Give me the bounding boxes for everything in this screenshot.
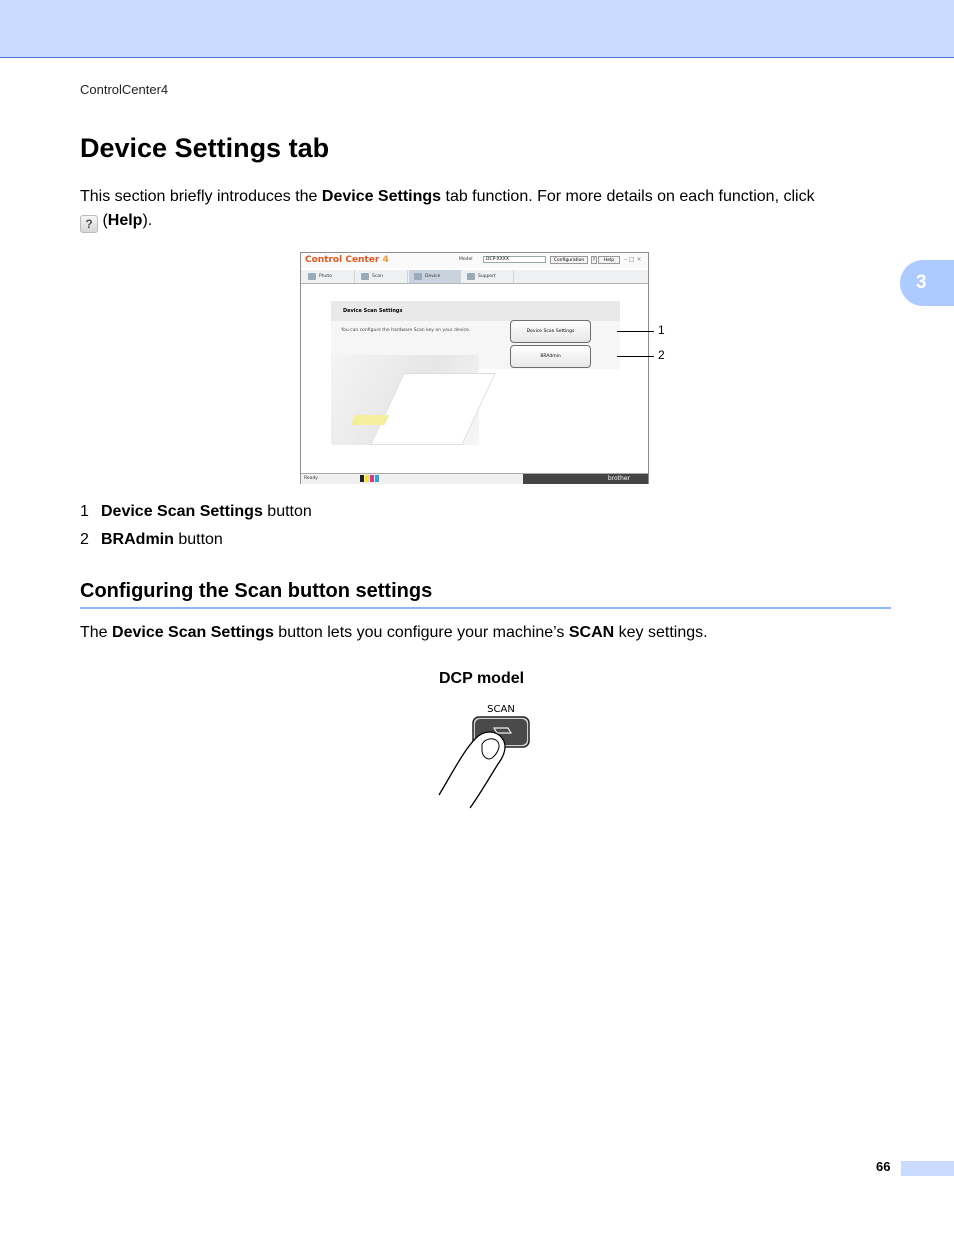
callout-number-1: 1	[658, 323, 665, 337]
ink-cyan-icon	[375, 475, 379, 482]
device-scan-settings-button[interactable]: Device Scan Settings	[510, 320, 591, 343]
callout-number-2: 2	[658, 348, 665, 362]
cc-help-glyph[interactable]: ?	[592, 258, 596, 263]
cc-panel-title: Device Scan Settings	[331, 301, 620, 321]
running-head: ControlCenter4	[80, 82, 169, 97]
cc-tab-bar	[301, 270, 648, 284]
header-band	[0, 0, 954, 58]
cc-logo: Control Center 4	[305, 255, 389, 265]
callout-line-2	[617, 356, 654, 357]
cc-titlebar	[301, 253, 648, 268]
cc-tab-support[interactable]: Support	[462, 270, 514, 283]
cc-content	[303, 285, 646, 473]
section-paragraph: The Device Scan Settings button lets you configure your machine’s SCAN key settings.	[80, 624, 708, 641]
device-settings-icon	[414, 273, 422, 280]
cc-tab-scan[interactable]: Scan	[356, 270, 408, 283]
controlcenter-screenshot	[300, 252, 649, 484]
paper-illustration	[370, 373, 496, 445]
scan-light-illustration	[351, 415, 390, 425]
support-icon	[467, 273, 475, 280]
photo-icon	[308, 273, 316, 280]
cc-model-label: Model	[459, 257, 473, 262]
page-number: 66	[876, 1159, 891, 1174]
brother-logo: brother	[523, 474, 648, 484]
scan-key-label: SCAN	[487, 704, 515, 715]
ink-yellow-icon	[365, 475, 369, 482]
help-icon: ?	[80, 215, 98, 233]
bradmin-button[interactable]: BRAdmin	[510, 345, 591, 368]
cc-status-bar	[301, 473, 648, 484]
ink-magenta-icon	[370, 475, 374, 482]
cc-tab-device-settings[interactable]: Device	[409, 270, 461, 283]
cc-configuration-button[interactable]: Configuration	[550, 256, 588, 264]
callout-line-1	[617, 331, 654, 332]
scanner-illustration	[331, 355, 479, 445]
footer-band	[901, 1161, 954, 1176]
cc-tab-photo[interactable]: Photo	[303, 270, 355, 283]
legend-item: 2 BRAdmin button	[80, 531, 223, 548]
scan-key-illustration	[436, 700, 536, 810]
section-title: Configuring the Scan button settings	[80, 580, 891, 609]
legend-item: 1 Device Scan Settings button	[80, 503, 312, 520]
cc-help-button[interactable]: Help	[598, 256, 620, 264]
scan-icon	[361, 273, 369, 280]
cc-status-text: Ready	[304, 476, 318, 481]
ink-black-icon	[360, 475, 364, 482]
chapter-tab: 3	[900, 260, 954, 306]
cc-window-controls[interactable]: – □ ×	[624, 256, 642, 263]
cc-panel-description: You can configure the hardware Scan key on your device.	[341, 328, 471, 333]
figure-caption: DCP model	[439, 670, 525, 687]
cc-model-select[interactable]: DCP-XXXX	[483, 256, 546, 263]
page-title: Device Settings tab	[80, 133, 330, 163]
intro-paragraph: This section briefly introduces the Device Settings tab function. For more details on each function, click ? (Help).	[80, 188, 815, 231]
